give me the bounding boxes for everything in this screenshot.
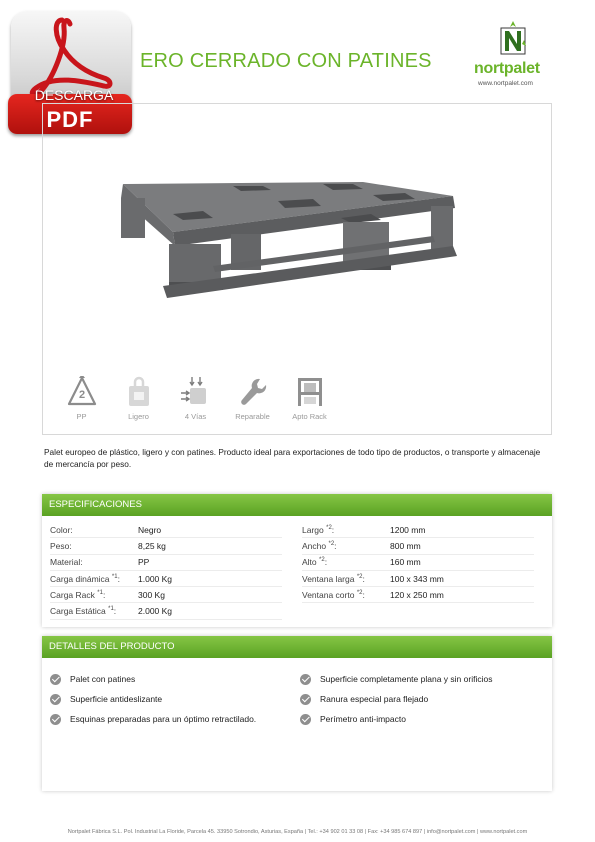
spec-label: Carga dinámica — [50, 573, 110, 584]
details-right-column — [300, 669, 540, 729]
spec-note: *1 — [97, 590, 103, 596]
footer-contact: Nortpalet Fábrica S.L. Pol. Industrial La Floride, Parcela 45. 33950 Sotrondio, Asturias, España | Tel.: +34 902 01 33 08 | Fax: +34 985 674 897 | info@nortpalet.com | www.nortpalet.com — [67, 829, 528, 835]
spec-note: *2 — [328, 541, 335, 548]
spec-row: Ventana corto $^{*2}$: 120 x 250 mm — [302, 587, 534, 603]
pdf-download-label: DESCARGA — [34, 87, 114, 103]
spec-row — [50, 555, 282, 571]
product-description: Palet europeo de plástico, ligero y con patines. Producto ideal para exportaciones de todo tipo de productos, o transporte y almacenaje de mercancía por peso. — [44, 447, 541, 469]
wrench-icon — [238, 376, 268, 408]
spec-value: 800 mm — [390, 540, 421, 551]
feature-label: Apto Rack — [292, 412, 327, 421]
spec-note: *1 — [108, 606, 114, 613]
spec-label: Ventana corto — [302, 589, 355, 600]
spec-value: PP — [138, 557, 150, 568]
detail-text: Ranura especial para flejado — [320, 694, 429, 704]
check-icon — [300, 674, 311, 685]
spec-label: Ancho — [302, 540, 327, 551]
feature-icons — [53, 376, 338, 421]
spec-label: Alto — [302, 557, 317, 568]
spec-value: 100 x 343 mm — [390, 573, 444, 584]
spec-value: 1.000 Kg — [138, 573, 173, 584]
detail-text: Esquinas preparadas para un óptimo retractilado. — [70, 714, 257, 724]
detail-text: Superficie antideslizante — [70, 694, 163, 704]
detail-text: Superficie completamente plana y sin orificios — [320, 674, 493, 684]
spec-note: *2 — [326, 524, 332, 531]
spec-value: 1200 mm — [390, 524, 426, 535]
detail-item — [50, 689, 290, 709]
detail-item — [300, 709, 540, 729]
product-image-frame — [42, 103, 552, 435]
spec-note: *2 — [356, 590, 363, 596]
feature-label: PP — [76, 412, 87, 421]
spec-label: Ventana larga — [302, 573, 355, 584]
detail-item — [300, 689, 540, 709]
specs-left-column — [50, 522, 282, 620]
spec-value: 160 mm — [390, 557, 421, 568]
spec-row — [50, 538, 282, 554]
check-icon — [50, 694, 61, 705]
spec-value: Negro — [138, 524, 162, 535]
pdf-label: PDF — [46, 107, 94, 132]
rack-icon — [295, 376, 325, 408]
spec-row: Alto $^{*2}$: 160 mm — [302, 555, 534, 571]
feature-4-vias — [167, 376, 224, 421]
spec-label: Peso: — [50, 540, 72, 551]
spec-row: Carga Rack $^{*1}$: 300 Kg — [50, 587, 282, 603]
specs-right-column — [302, 522, 534, 603]
detail-item — [300, 669, 540, 689]
spec-label: Largo — [302, 524, 324, 535]
product-details-header: DETALLES DEL PRODUCTO — [42, 636, 552, 658]
acrobat-logo-icon — [24, 16, 114, 98]
feature-label: Ligero — [128, 412, 149, 421]
check-icon — [50, 674, 61, 685]
detail-item — [50, 709, 290, 729]
feature-ligero — [110, 376, 167, 421]
spec-value: 300 Kg — [138, 589, 165, 600]
check-icon — [50, 714, 61, 725]
detail-text: Palet con patines — [70, 674, 136, 684]
spec-row: Carga Estática $^{*1}$: 2.000 Kg — [50, 603, 282, 619]
recycle-icon — [67, 376, 97, 408]
check-icon — [300, 694, 311, 705]
feature-pp — [53, 376, 110, 421]
spec-value: 8,25 kg — [138, 540, 166, 551]
page-title: ERO CERRADO CON PATINES — [140, 50, 432, 72]
feature-label: 4 Vías — [184, 412, 207, 421]
spec-note: *2 — [319, 557, 325, 564]
spec-row: Carga dinámica $^{*1}$: 1.000 Kg — [50, 571, 282, 587]
feature-label: Reparable — [235, 412, 270, 421]
brand-url: www.nortpalet.com — [478, 80, 533, 87]
spec-row: Ventana larga $^{*2}$: 100 x 343 mm — [302, 571, 534, 587]
spec-note: *1 — [111, 573, 118, 580]
weight-icon — [124, 376, 154, 408]
specifications-header: ESPECIFICACIONES — [42, 494, 552, 516]
feature-reparable — [224, 376, 281, 421]
specifications-panel — [42, 494, 552, 627]
four-way-icon — [181, 376, 211, 408]
brand-name: nortpalet — [474, 60, 540, 77]
details-left-column — [50, 669, 290, 729]
recycle-code: 2 — [78, 389, 85, 401]
feature-apto-rack — [281, 376, 338, 421]
spec-label: Carga Rack — [50, 589, 95, 600]
spec-note: *2 — [356, 573, 363, 580]
detail-text: Perímetro anti-impacto — [320, 714, 406, 724]
product-details-panel — [42, 636, 552, 791]
spec-row: Largo $^{*2}$: 1200 mm — [302, 522, 534, 538]
spec-value: 2.000 Kg — [138, 606, 173, 617]
detail-item — [50, 669, 290, 689]
spec-label: Color: — [50, 524, 73, 535]
spec-label: Material: — [50, 557, 83, 568]
spec-row — [50, 522, 282, 538]
spec-label: Carga Estática — [50, 606, 106, 617]
nortpalet-mark-icon — [500, 20, 526, 56]
check-icon — [300, 714, 311, 725]
spec-value: 120 x 250 mm — [390, 589, 444, 600]
brand-logo[interactable] — [470, 20, 560, 92]
spec-row: Ancho $^{*2}$: 800 mm — [302, 538, 534, 554]
pallet-image — [113, 174, 493, 334]
